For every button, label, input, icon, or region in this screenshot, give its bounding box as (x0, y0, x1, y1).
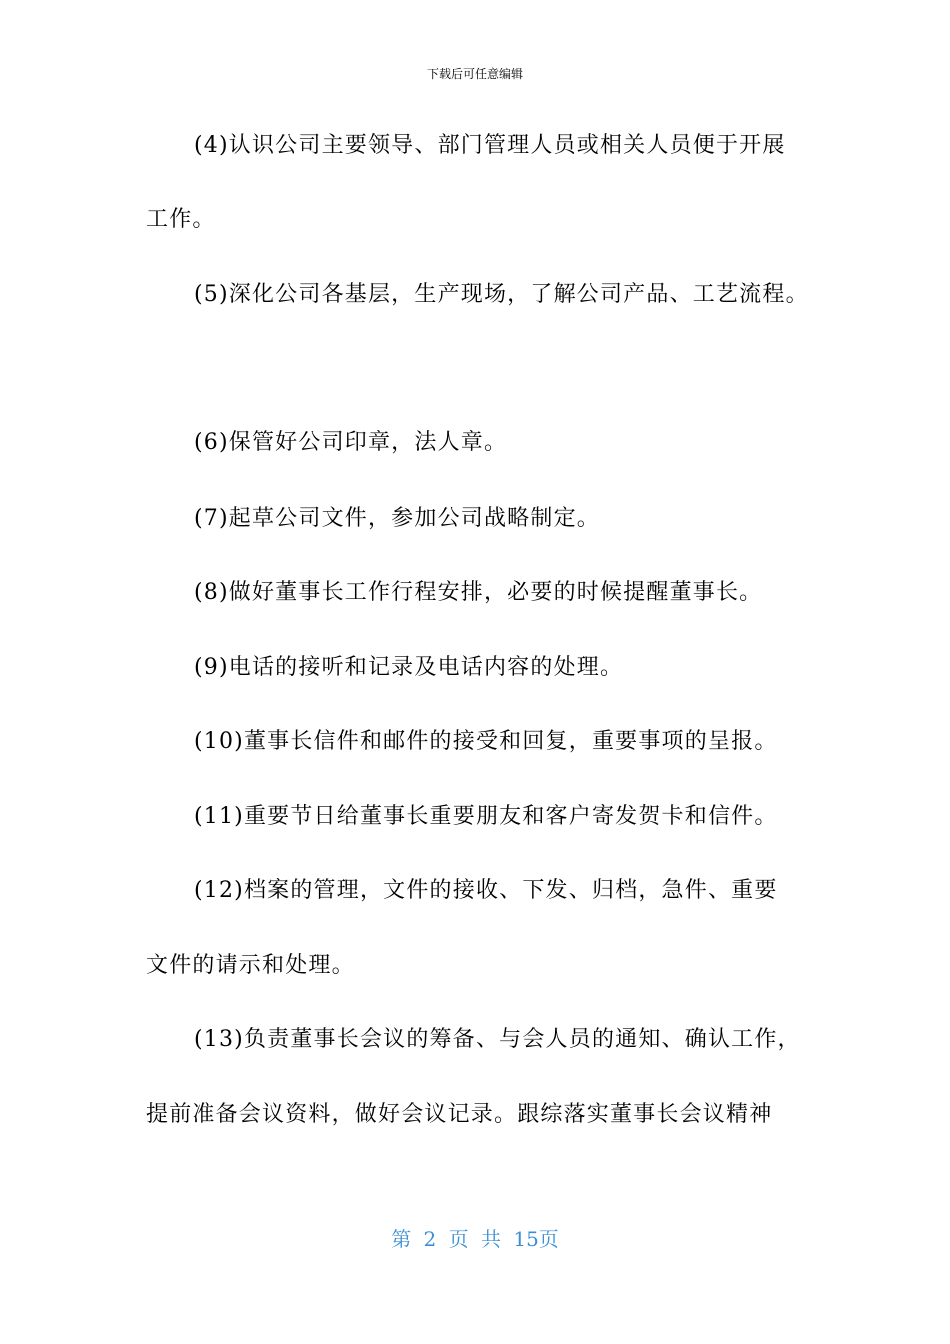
paragraph-line: (13)负责董事长会议的筹备、与会人员的通知、确认工作， (194, 1027, 801, 1052)
paragraph-line: (11)重要节日给董事长重要朋友和客户寄发贺卡和信件。 (194, 804, 778, 829)
paragraph-line: 工作。 (146, 207, 216, 232)
paragraph-line: 文件的请示和处理。 (146, 953, 355, 978)
paragraph-line: 提前准备会议资料，做好会议记录。跟综落实董事长会议精神 (146, 1102, 773, 1127)
page-number: 第 2 页 共 15页 (391, 1227, 559, 1251)
paragraph-line: (8)做好董事长工作行程安排，必要的时候提醒董事长。 (194, 580, 763, 605)
paragraph-line: (4)认识公司主要领导、部门管理人员或相关人员便于开展 (194, 133, 786, 158)
page-header-note: 下载后可任意编辑 (426, 67, 523, 81)
paragraph-line: (10)董事长信件和邮件的接受和回复，重要事项的呈报。 (194, 729, 778, 754)
paragraph-line: (6)保管好公司印章，法人章。 (194, 430, 508, 455)
paragraph-line: (9)电话的接听和记录及电话内容的处理。 (194, 655, 624, 680)
paragraph-line: (5)深化公司各基层，生产现场，了解公司产品、工艺流程。 (194, 282, 809, 307)
paragraph-line: (7)起草公司文件，参加公司战略制定。 (194, 506, 600, 531)
paragraph-line: (12)档案的管理，文件的接收、下发、归档，急件、重要 (194, 878, 778, 903)
